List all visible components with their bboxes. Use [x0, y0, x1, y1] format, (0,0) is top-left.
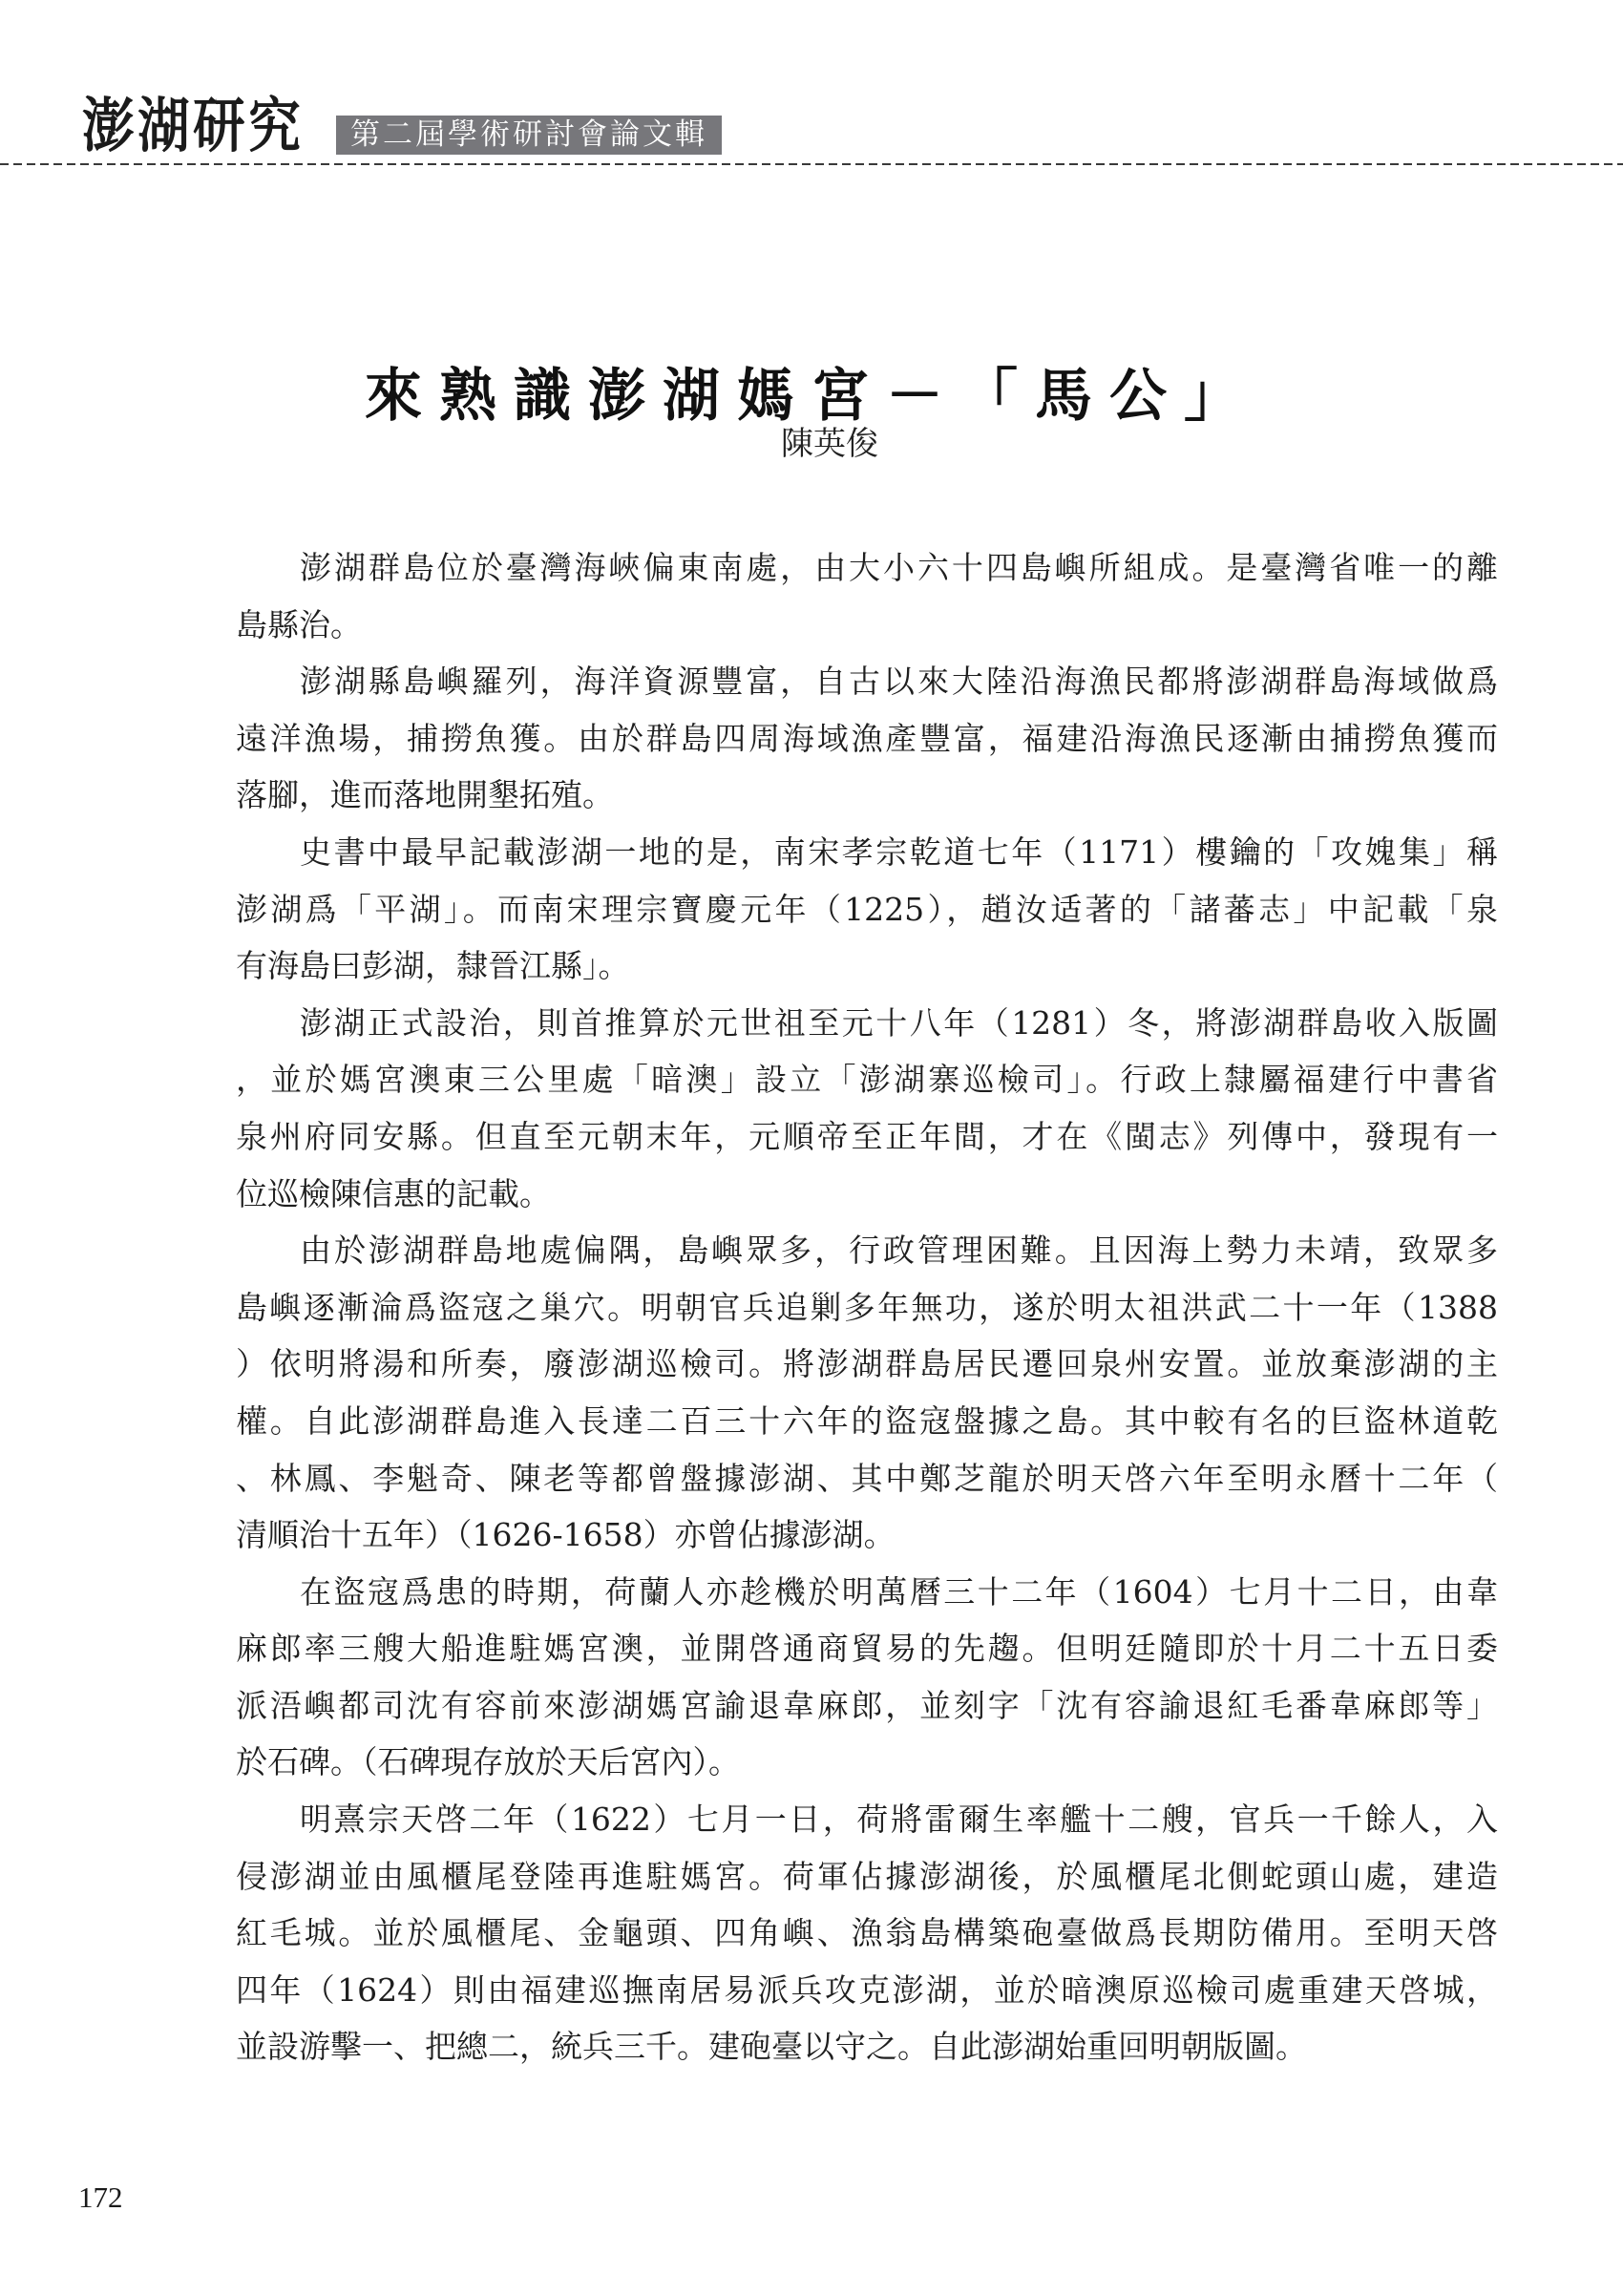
- text-line: 權。自此澎湖群島進入長達二百三十六年的盜寇盤據之島。其中較有名的巨盜林道乾: [236, 1401, 1498, 1440]
- text-line: 紅毛城。並於風櫃尾、金龜頭、四角嶼、漁翁島構築砲臺做爲長期防備用。至明天啓: [236, 1914, 1498, 1952]
- text-line: 島縣治。: [236, 605, 362, 643]
- text-line: 澎湖正式設治，則首推算於元世祖至元十八年（1281）冬，將澎湖群島收入版圖: [300, 1003, 1498, 1042]
- paragraph: [236, 824, 1498, 995]
- article-body: [236, 539, 1498, 2075]
- paragraph: [236, 1222, 1498, 1564]
- text-line: 侵澎湖並由風櫃尾登陸再進駐媽宮。荷軍佔據澎湖後，於風櫃尾北側蛇頭山處，建造: [236, 1857, 1498, 1895]
- text-line: 於石碑。（石碑現存放於天后宮內）。: [236, 1743, 740, 1781]
- text-line: 位巡檢陳信惠的記載。: [236, 1174, 551, 1212]
- journal-name: 澎湖研究: [82, 91, 305, 160]
- text-line: 澎湖縣島嶼羅列，海洋資源豐富，自古以來大陸沿海漁民都將澎湖群島海域做爲: [300, 663, 1498, 701]
- text-line: 、林鳳、李魁奇、陳老等都曾盤據澎湖、其中鄭芝龍於明天啓六年至明永曆十二年（: [236, 1459, 1498, 1497]
- author-name: 陳英俊: [781, 425, 878, 463]
- text-line: ，並於媽宮澳東三公里處「暗澳」設立「澎湖寨巡檢司」。行政上隸屬福建行中書省: [236, 1061, 1498, 1099]
- header-dashed-rule: [0, 163, 1623, 165]
- page-number: 172: [78, 2180, 123, 2214]
- text-line: 島嶼逐漸淪爲盜寇之巢穴。明朝官兵追剿多年無功，遂於明太祖洪武二十一年（1388: [236, 1288, 1498, 1326]
- paragraph: [236, 653, 1498, 824]
- text-line: 在盜寇爲患的時期，荷蘭人亦趁機於明萬曆三十二年（1604）七月十二日，由韋: [300, 1572, 1498, 1611]
- series-badge: 第二屆學術研討會論文輯: [336, 116, 722, 155]
- text-line: 並設游擊一、把總二，統兵三千。建砲臺以守之。自此澎湖始重回明朝版圖。: [236, 2028, 1307, 2066]
- paragraph: [236, 539, 1498, 653]
- text-line: 派浯嶼都司沈有容前來澎湖媽宮諭退韋麻郎，並刻字「沈有容諭退紅毛番韋麻郎等」: [236, 1686, 1498, 1724]
- text-line: 澎湖群島位於臺灣海峽偏東南處，由大小六十四島嶼所組成。是臺灣省唯一的離: [300, 549, 1498, 586]
- text-line: 落腳，進而落地開墾拓殖。: [236, 776, 614, 814]
- text-line: 清順治十五年）（1626-1658）亦曾佔據澎湖。: [236, 1516, 896, 1554]
- text-line: 遠洋漁場，捕撈魚獲。由於群島四周海域漁產豐富，福建沿海漁民逐漸由捕撈魚獲而: [236, 719, 1498, 757]
- paragraph: [236, 1791, 1498, 2075]
- paragraph: [236, 995, 1498, 1222]
- article-title: 來熟識澎湖媽宮－「馬公」: [365, 363, 1258, 431]
- text-line: ）依明將湯和所奏，廢澎湖巡檢司。將澎湖群島居民遷回泉州安置。並放棄澎湖的主: [236, 1345, 1498, 1383]
- text-line: 麻郎率三艘大船進駐媽宮澳，並開啓通商貿易的先趨。但明廷隨即於十月二十五日委: [236, 1630, 1498, 1668]
- text-line: 明熹宗天啓二年（1622）七月一日，荷將雷爾生率艦十二艘，官兵一千餘人，入: [300, 1801, 1498, 1839]
- text-line: 澎湖爲「平湖」。而南宋理宗寶慶元年（1225），趙汝适著的「諸蕃志」中記載「泉: [236, 890, 1498, 928]
- text-line: 史書中最早記載澎湖一地的是，南宋孝宗乾道七年（1171）樓鑰的「攻媿集」稱: [300, 832, 1498, 871]
- text-line: 四年（1624）則由福建巡撫南居易派兵攻克澎湖，並於暗澳原巡檢司處重建天啓城，: [236, 1970, 1498, 2009]
- text-line: 泉州府同安縣。但直至元朝末年，元順帝至正年間，才在《閩志》列傳中，發現有一: [236, 1117, 1498, 1155]
- running-header: [0, 0, 1623, 172]
- text-line: 由於澎湖群島地處偏隅，島嶼眾多，行政管理困難。且因海上勢力未靖，致眾多: [300, 1232, 1498, 1270]
- text-line: 有海島曰彭湖，隸晉江縣」。: [236, 947, 630, 985]
- paragraph: [236, 1564, 1498, 1791]
